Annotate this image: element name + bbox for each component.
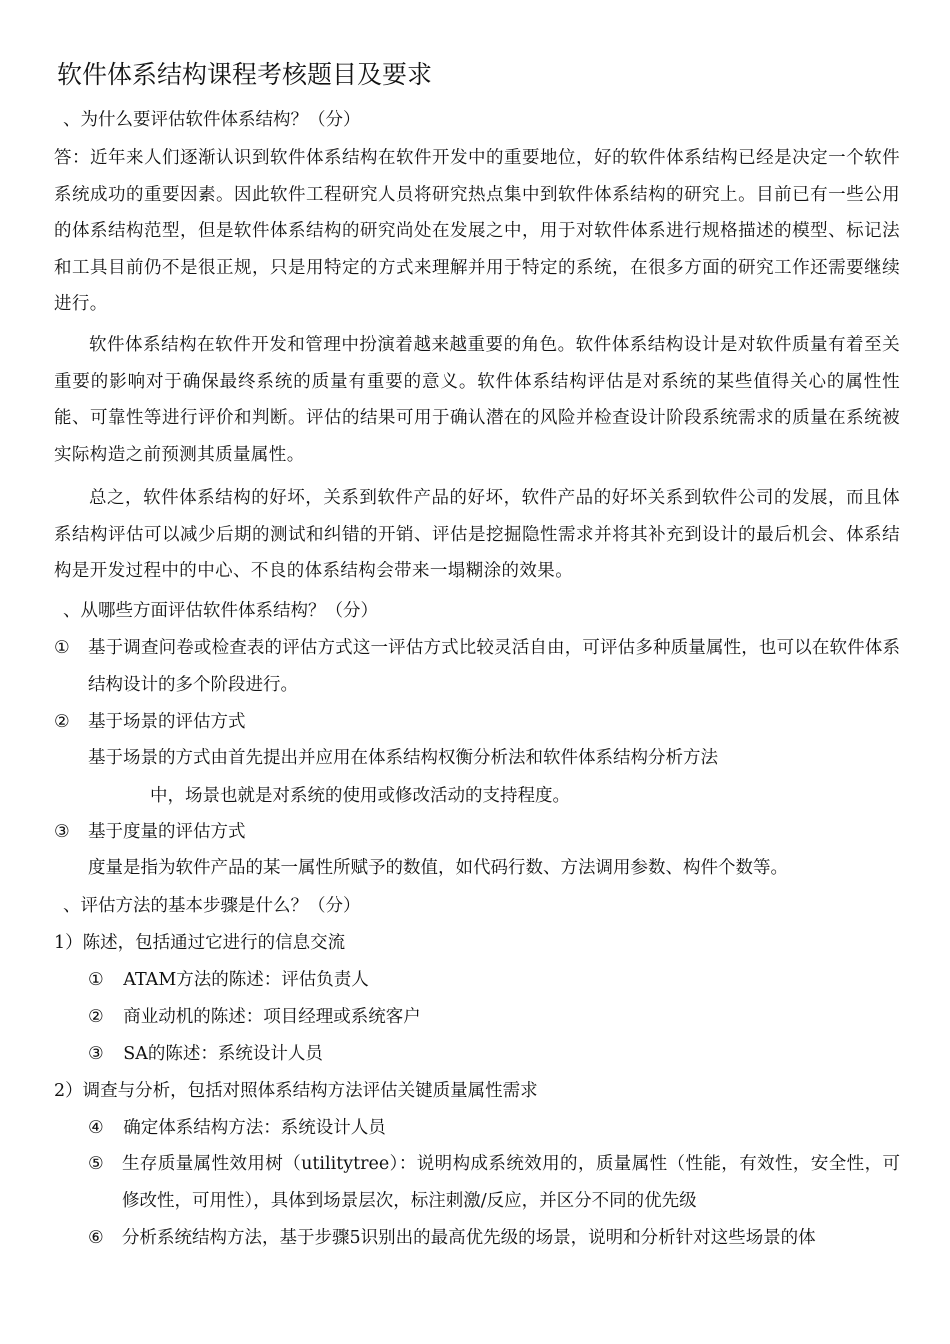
step-2-item-5-text: 生存质量属性效用树（utilitytree）：说明构成系统效用的，质量属性（性能，有效性，安全性，可修改性，可用性），具体到场景层次，标注刺激/反应，并区分不同的优先级 xyxy=(122,1154,900,1211)
step-2-item-6 xyxy=(88,1220,900,1257)
step-1-item-2-text: 商业动机的陈述：项目经理或系统客户 xyxy=(123,1007,421,1027)
question-1-answer-paragraph-2: 软件体系结构在软件开发和管理中扮演着越来越重要的角色。软件体系结构设计是对软件质量有着至关重要的影响对于确保最终系统的质量有重要的意义。软件体系结构评估是对系统的某些值得关心的属性性能、可靠性等进行评价和判断。评估的结果可用于确认潜在的风险并检查设计阶段系统需求的质量在系统被实际构造之前预测其质量属性。 xyxy=(54,335,900,465)
method-item-2-desc-line-2: 中，场景也就是对系统的使用或修改活动的支持程度。 xyxy=(150,786,570,806)
step-2-item-6-text: 分析系统结构方法，基于步骤5识别出的最高优先级的场景，说明和分析针对这些场景的体 xyxy=(122,1228,816,1248)
step-1-item-3 xyxy=(88,1042,323,1066)
method-item-2 xyxy=(54,704,900,741)
question-1-answer-paragraph-3: 总之，软件体系结构的好坏，关系到软件产品的好坏，软件产品的好坏关系到软件公司的发展，而且体系结构评估可以减少后期的测试和纠错的开销、评估是挖掘隐性需求并将其补充到设计的最后机会、体系结构是开发过程中的中心、不良的体系结构会带来一塌糊涂的效果。 xyxy=(54,488,900,581)
method-item-2-text: 基于场景的评估方式 xyxy=(88,712,246,732)
step-1-heading: 1）陈述，包括通过它进行的信息交流 xyxy=(54,933,346,953)
item-number: ③ xyxy=(54,822,70,842)
question-3-heading: 、评估方法的基本步骤是什么？（分） xyxy=(63,896,361,916)
question-1-answer-paragraph-1: 答：近年来人们逐渐认识到软件体系结构在软件开发中的重要地位，好的软件体系结构已经是决定一个软件系统成功的重要因素。因此软件工程研究人员将研究热点集中到软件体系结构的研究上。目前已有一些公用的体系结构范型，但是软件体系结构的研究尚处在发展之中，用于对软件体系进行规格描述的模型、标记法和工具目前仍不是很正规，只是用特定的方式来理解并用于特定的系统，在很多方面的研究工作还需要继续进行。 xyxy=(54,148,900,314)
question-2-heading: 、从哪些方面评估软件体系结构？（分） xyxy=(63,601,378,621)
step-1-item-1 xyxy=(88,968,369,992)
method-item-3-desc: 度量是指为软件产品的某一属性所赋予的数值，如代码行数、方法调用参数、构件个数等。 xyxy=(88,858,788,878)
item-number: ① xyxy=(54,638,70,658)
item-number: ② xyxy=(54,712,70,732)
item-number: ① xyxy=(88,970,104,990)
step-1-item-3-text: SA的陈述：系统设计人员 xyxy=(123,1044,323,1064)
method-item-1-text: 基于调查问卷或检查表的评估方式这一评估方式比较灵活自由，可评估多种质量属性，也可以在软件体系结构设计的多个阶段进行。 xyxy=(88,638,900,695)
item-number: ③ xyxy=(88,1044,104,1064)
document-title: 软件体系结构课程考核题目及要求 xyxy=(57,60,433,89)
item-number: ⑤ xyxy=(88,1154,104,1174)
method-item-2-desc-line-1: 基于场景的方式由首先提出并应用在体系结构权衡分析法和软件体系结构分析方法 xyxy=(88,748,718,768)
question-1-heading: 、为什么要评估软件体系结构？（分） xyxy=(63,110,361,130)
item-number: ④ xyxy=(88,1118,104,1138)
method-item-1 xyxy=(54,630,900,705)
step-2-item-4 xyxy=(88,1116,386,1140)
step-2-item-5 xyxy=(88,1146,900,1221)
step-2-item-4-text: 确定体系结构方法：系统设计人员 xyxy=(123,1118,386,1138)
item-number: ② xyxy=(88,1007,104,1027)
item-number: ⑥ xyxy=(88,1228,104,1248)
method-item-3 xyxy=(54,814,900,851)
step-1-item-1-text: ATAM方法的陈述：评估负责人 xyxy=(123,970,369,990)
method-item-3-text: 基于度量的评估方式 xyxy=(88,822,246,842)
step-1-item-2 xyxy=(88,1005,421,1029)
step-2-heading: 2）调查与分析，包括对照体系结构方法评估关键质量属性需求 xyxy=(54,1081,538,1101)
